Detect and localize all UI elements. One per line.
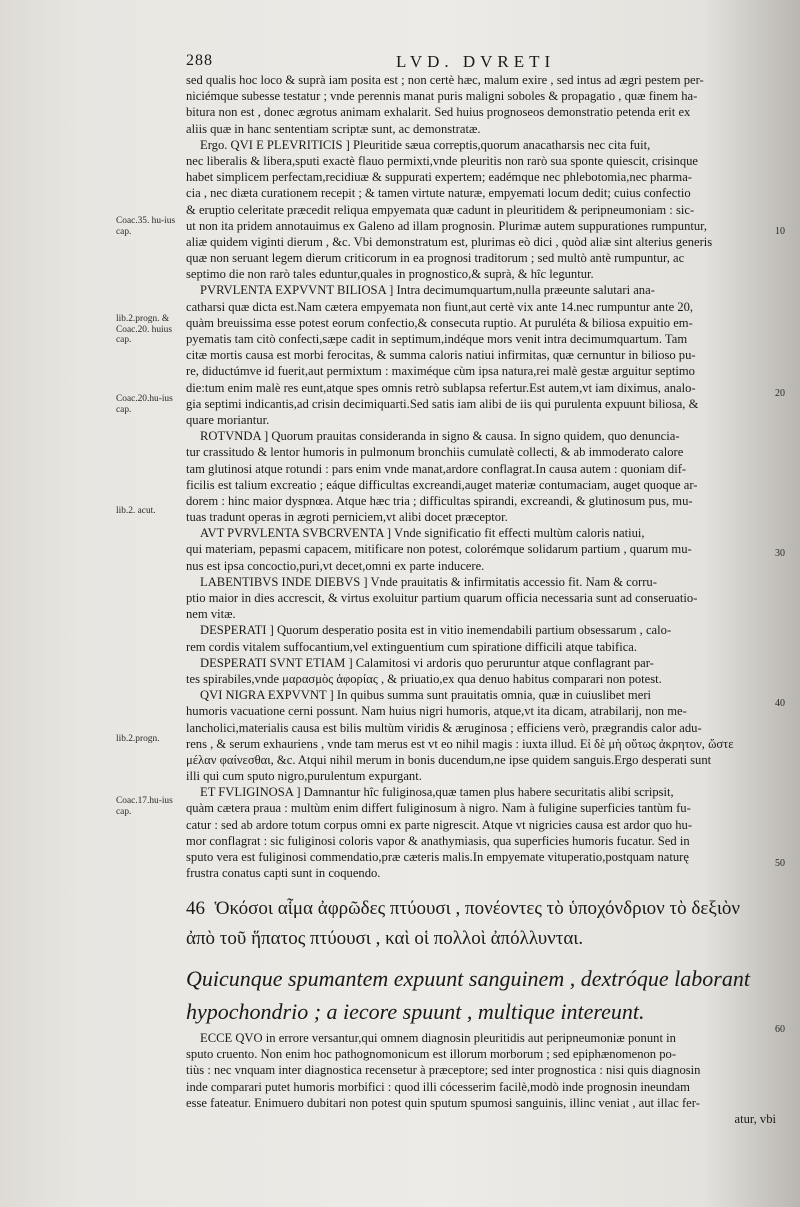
- latin-line: hypochondrio ; a iecore spuunt , multique intereunt.: [186, 999, 645, 1024]
- text-line: dorem : hinc maior dyspnœa. Atque hæc tria ; difficultas spirandi, excreandi, & glutinosum pus, mu-: [186, 493, 693, 508]
- margin-note: lib.2. acut.: [116, 506, 156, 516]
- main-commentary: [186, 72, 776, 881]
- text-line: quæ non seruant legem dierum criticorum in ea prognosi traditorum ; sed multò antè rumpuntur, ac: [186, 251, 685, 266]
- aphorism-greek-line-1: [186, 894, 776, 924]
- running-head: LVD. DVRETI: [396, 52, 556, 71]
- text-line: habet simplicem perfectam,recidiuæ & suppurati expertem; eadémque nec phlebotomia,nec pharma-: [186, 170, 693, 185]
- text-line: ET FVLIGINOSA ] Damnantur hîc fuliginosa,quæ tamen plus habere securitatis alibi scripsit,: [200, 785, 674, 800]
- aphorism-latin: [186, 962, 776, 1028]
- text-line: tur crassitudo & lentor humoris in pulmonum bronchiis cumulatè collecti, & ab immoderato calore: [186, 445, 684, 460]
- line-number: 50: [775, 858, 785, 869]
- margin-note: Coac.20.hu-ius cap.: [116, 394, 173, 415]
- text-line: LABENTIBVS INDE DIEBVS ] Vnde prauitatis & infirmitatis accessio fit. Nam & corru-: [200, 574, 657, 589]
- text-line: atur, vbi: [734, 1111, 776, 1126]
- text-line: catur : sed ab ardore totum corpus omni ex parte nigrescit. Atque vt nigricies causa est ardor quo hu-: [186, 817, 693, 832]
- text-line: catharsi quæ dicta est.Nam cætera empyemata non fiunt,aut certè vix ante 14.nec rumpuntur ante 20,: [186, 299, 694, 314]
- text-line: aliæ quidem viginti dierum , &c. Vbi demonstratum est, plurimas eò dici , quòd aliæ sint alterius generis: [186, 234, 713, 249]
- latin-line: Quicunque spumantem expuunt sanguinem , dextróque laborant: [186, 966, 750, 991]
- line-number: 10: [775, 226, 785, 237]
- text-line: sed qualis hoc loco & suprà iam posita est ; non certè hæc, malum exire , sed intus ad ægri pestem per-: [186, 73, 704, 87]
- text-line: nus est ipsa concoctio,puri,vt decet,omni ex parte inducere.: [186, 558, 485, 573]
- text-line: die:tum enim malè res eunt,atque spes omnis retrò sublapsa refertur.Est autem,vt iam diximus, analo-: [186, 380, 696, 395]
- text-line: illi qui cum sputo nigro,purulentum expurgant.: [186, 769, 422, 784]
- page-number: 288: [186, 52, 213, 69]
- text-line: septimo die non rarò tales eduntur,quales in prognostico,& suprà, & hîc leguntur.: [186, 267, 594, 282]
- line-number: 60: [775, 1024, 785, 1035]
- text-line: QVI NIGRA EXPVVNT ] In quibus summa sunt prauitatis omnia, quæ in cuiuslibet meri: [200, 688, 652, 703]
- text-line: ptio maior in dies accrescit, & virtus exoluitur partium quarum officia necessaria sunt ad conseruatio-: [186, 591, 698, 605]
- text-line: DESPERATI SVNT ETIAM ] Calamitosi vi ardoris quo peruruntur atque conflagrant par-: [200, 655, 654, 670]
- margin-note: Coac.17.hu-ius cap.: [116, 796, 173, 817]
- text-line: ut non ita pridem annotauimus ex Galeno ad illam prognosin. Plurimæ autem suppurationes rumpuntur,: [186, 218, 708, 233]
- text-line: quàm cætera praua : multùm enim differt fuliginosum à nigro. Nam à fuligine superficies tantùm fu-: [186, 801, 691, 816]
- text-line: sputo vera est fuliginosi commendatio,præ cæteris malis.In empyemate vituperatio,postquam naturę: [186, 850, 689, 864]
- text-line: citæ mortis causa est morbi ferocitas, & summa caloris natiui infirmitas, quæ cernuntur in bilioso pu-: [186, 348, 696, 363]
- text-line: rem cordis vitalem suffocantium,vel extinguentium cum spiratione difficili atque tabifica.: [186, 639, 638, 654]
- text-line: tuas tradunt operas in ægroti perniciem,vt alibi docet præceptor.: [186, 510, 508, 525]
- text-line: nem vitæ.: [186, 607, 236, 622]
- text-line: DESPERATI ] Quorum desperatio posita est in vitio inemendabili partium obsessarum , calo-: [200, 623, 672, 638]
- text-line: lancholici,materialis causa est bilis multùm viridis & æruginosa ; efficiens verò, prægrandis calor adu-: [186, 720, 702, 735]
- text-line: Ergo. QVI E PLEVRITICIS ] Pleuritide sæua correptis,quorum anacatharsis nec cita fuit,: [200, 137, 651, 152]
- text-line: tes spirabiles,vnde μαρασμὸς ἀφορίας , & priuatio,ex qua denuo habitus comparari non potest.: [186, 671, 662, 686]
- text-line: quare moriantur.: [186, 412, 270, 427]
- line-number: 20: [775, 388, 785, 399]
- text-line: gia septimi indicantis,ad crisin decimiquarti.Sed satis iam alibi de iis qui purulenta expuunt biliosa, &: [186, 396, 699, 411]
- line-number: 40: [775, 698, 785, 709]
- text-line: inde comparari putet humoris morbifici : quod illi cócesserim facilè,modò inde prognosin ineundam: [186, 1079, 690, 1094]
- aphorism-commentary: [186, 1030, 776, 1127]
- margin-note: lib.2.progn.: [116, 734, 160, 744]
- aphorism-number: 46: [186, 898, 205, 919]
- text-line: aliis quæ in hanc sententiam scriptæ sunt, ac demonstratæ.: [186, 121, 481, 136]
- page-header: [186, 52, 776, 74]
- aphorism-greek: [186, 894, 776, 954]
- text-line: & eruptio celeritate præcedit reliqua empyemata quæ cadunt in pleuritidem & peripneumoniam : sic-: [186, 202, 695, 217]
- text-line: pyematis tam citò confecti,sæpe cadit in septimum,indéque mors venit intra decimumquartum. Tam: [186, 332, 688, 346]
- line-number: 30: [775, 548, 785, 559]
- margin-note: Coac.35. hu-ius cap.: [116, 216, 176, 237]
- text-line: PVRVLENTA EXPVVNT BILIOSA ] Intra decimumquartum,nulla præeunte salutari ana-: [200, 283, 655, 298]
- text-line: ficilis est talium excreatio ; eáque difficultas excreandi,auget materiæ contumaciam, auget quoque ar-: [186, 477, 698, 492]
- text-line: esse fateatur. Enimuero dubitari non potest quin sputum spumosi sanguinis, illinc veniat , aut illac fer-: [186, 1095, 700, 1110]
- text-line: re, diductúmve id fuerit,aut permixtum : maximéque cùm ipsa natura,rei malè gestæ arguitur septimo: [186, 364, 695, 379]
- text-line: frustra conatus capti sunt in coquendo.: [186, 866, 381, 881]
- text-line: cia , nec diæta curationem recepit ; & tamen virtute naturæ, empyemati locum dedit; cuius confectio: [186, 186, 691, 201]
- text-line: sputo cruento. Non enim hoc pathognomonicum est illorum morborum ; sed epiphænomenon po-: [186, 1047, 677, 1062]
- text-line: μέλαν φαίνεσθαι, &c. Atqui nihil merum in bonis ducendum,ne ipse quidem sanguis.Ergo desperati sunt: [186, 752, 712, 767]
- text-line: AVT PVRVLENTA SVBCRVENTA ] Vnde significatio fit effecti multùm caloris natiui,: [200, 526, 645, 541]
- text-line: ROTVNDA ] Quorum prauitas consideranda in signo & causa. In signo quidem, quo denuncia-: [200, 429, 680, 444]
- text-line: tiùs : nec vnquam inter diagnostica recensetur à præceptore; sed inter prognostica : nisi quis diagnosin: [186, 1063, 701, 1078]
- text-line: bitura non est , donec ægrotus animam exhalarit. Sed huius prognoseos demonstratio petenda erit ex: [186, 105, 691, 120]
- text-line: qui materiam, pepasmi capacem, mitificare non potest, colorémque solidarum partium , quarum mu-: [186, 542, 692, 557]
- text-line: mor conflagrat : sic fuliginosi coloris vapor & anathymiasis, qua superficies humoris fucatur. Sed in: [186, 833, 690, 848]
- text-line: ECCE QVO in errore versantur,qui omnem diagnosin pleuritidis aut peripneumoniæ ponunt in: [200, 1031, 676, 1045]
- aphorism-greek-line-2: ἀπὸ τοῦ ἥπατος πτύουσι , καὶ οἱ πολλοὶ ἀπόλλυνται.: [186, 928, 584, 949]
- margin-note: lib.2.progn. & Coac.20. huius cap.: [116, 314, 172, 345]
- text-line: humoris vacuatione cerni possunt. Nam huius nigri humoris, atque,vt ita dicam, atrabilarij, non me-: [186, 704, 687, 719]
- text-line: nec liberalis & libera,sputi exactè flauo permixti,vnde pleuritis non rarò sua sponte quiescit, crisinque: [186, 153, 698, 168]
- text-line: rens , & serum exhauriens , vnde tam merus est vt eo nihil magis : iuxta illud. Εἰ δὲ μὴ οὕτως ἀκρητον, ὥστε: [186, 736, 734, 751]
- greek-text: Ὁκόσοι αἷμα ἀφρῶδες πτύουσι , πονέοντες τὸ ὑποχόνδριον τὸ δεξιὸν: [214, 898, 741, 919]
- text-line: tam glutinosi atque rotundi : pars enim vnde manat,ardore conflagrat.In causa autem : quoniam dif-: [186, 461, 687, 476]
- text-line: quàm breuissima esse potest eorum confectio,& consecuta ruptio. At puruléta & biliosa expuitio em-: [186, 315, 693, 330]
- text-line: niciémque subesse testatur ; vnde perennis manat puris maligni soboles & propagatio , quæ finem ha-: [186, 89, 698, 104]
